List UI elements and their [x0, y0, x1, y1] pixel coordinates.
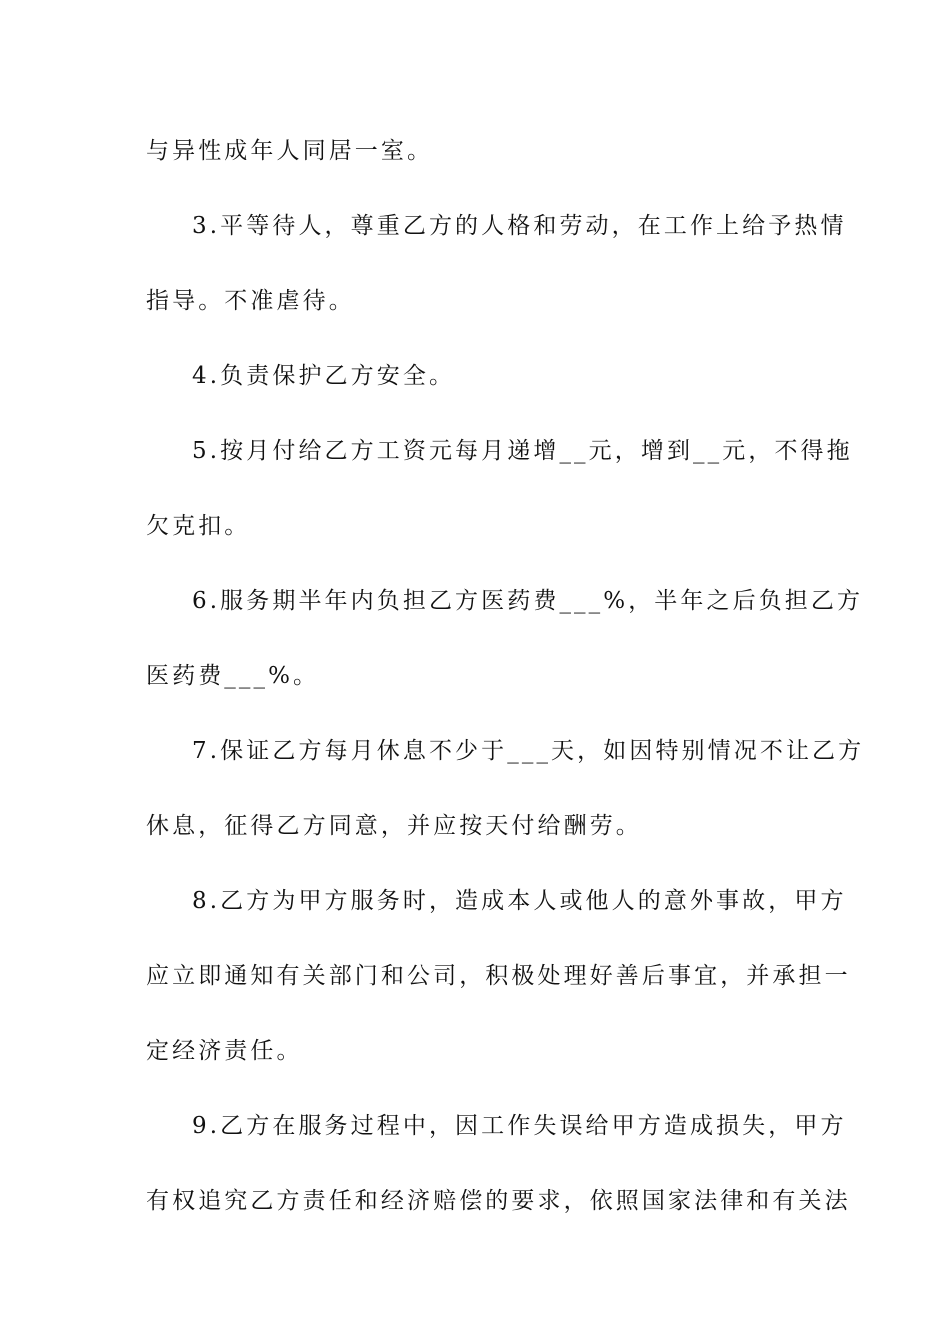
text-line-item-4: 4.负责保护乙方安全。 [192, 363, 456, 389]
text-line: 休息，征得乙方同意，并应按天付给酬劳。 [146, 813, 642, 839]
text-line-item-9: 9.乙方在服务过程中，因工作失误给甲方造成损失，甲方 [192, 1113, 847, 1139]
text-line: 医药费___%。 [146, 663, 320, 689]
text-line-item-6: 6.服务期半年内负担乙方医药费___%，半年之后负担乙方 [192, 588, 864, 614]
text-line-item-3: 3.平等待人，尊重乙方的人格和劳动，在工作上给予热情 [192, 213, 847, 239]
text-line: 定经济责任。 [146, 1038, 303, 1064]
text-line-item-7: 7.保证乙方每月休息不少于___天，如因特别情况不让乙方 [192, 738, 865, 764]
text-line-item-8: 8.乙方为甲方服务时，造成本人或他人的意外事故，甲方 [192, 888, 847, 914]
text-line: 欠克扣。 [146, 513, 251, 539]
text-line: 与异性成年人同居一室。 [146, 138, 434, 164]
text-line: 指导。不准虐待。 [146, 288, 355, 314]
text-line: 应立即通知有关部门和公司，积极处理好善后事宜，并承担一 [146, 963, 851, 989]
text-line: 有权追究乙方责任和经济赔偿的要求，依照国家法律和有关法 [146, 1188, 851, 1214]
text-line-item-5: 5.按月付给乙方工资元每月递增__元，增到__元，不得拖 [192, 438, 853, 464]
